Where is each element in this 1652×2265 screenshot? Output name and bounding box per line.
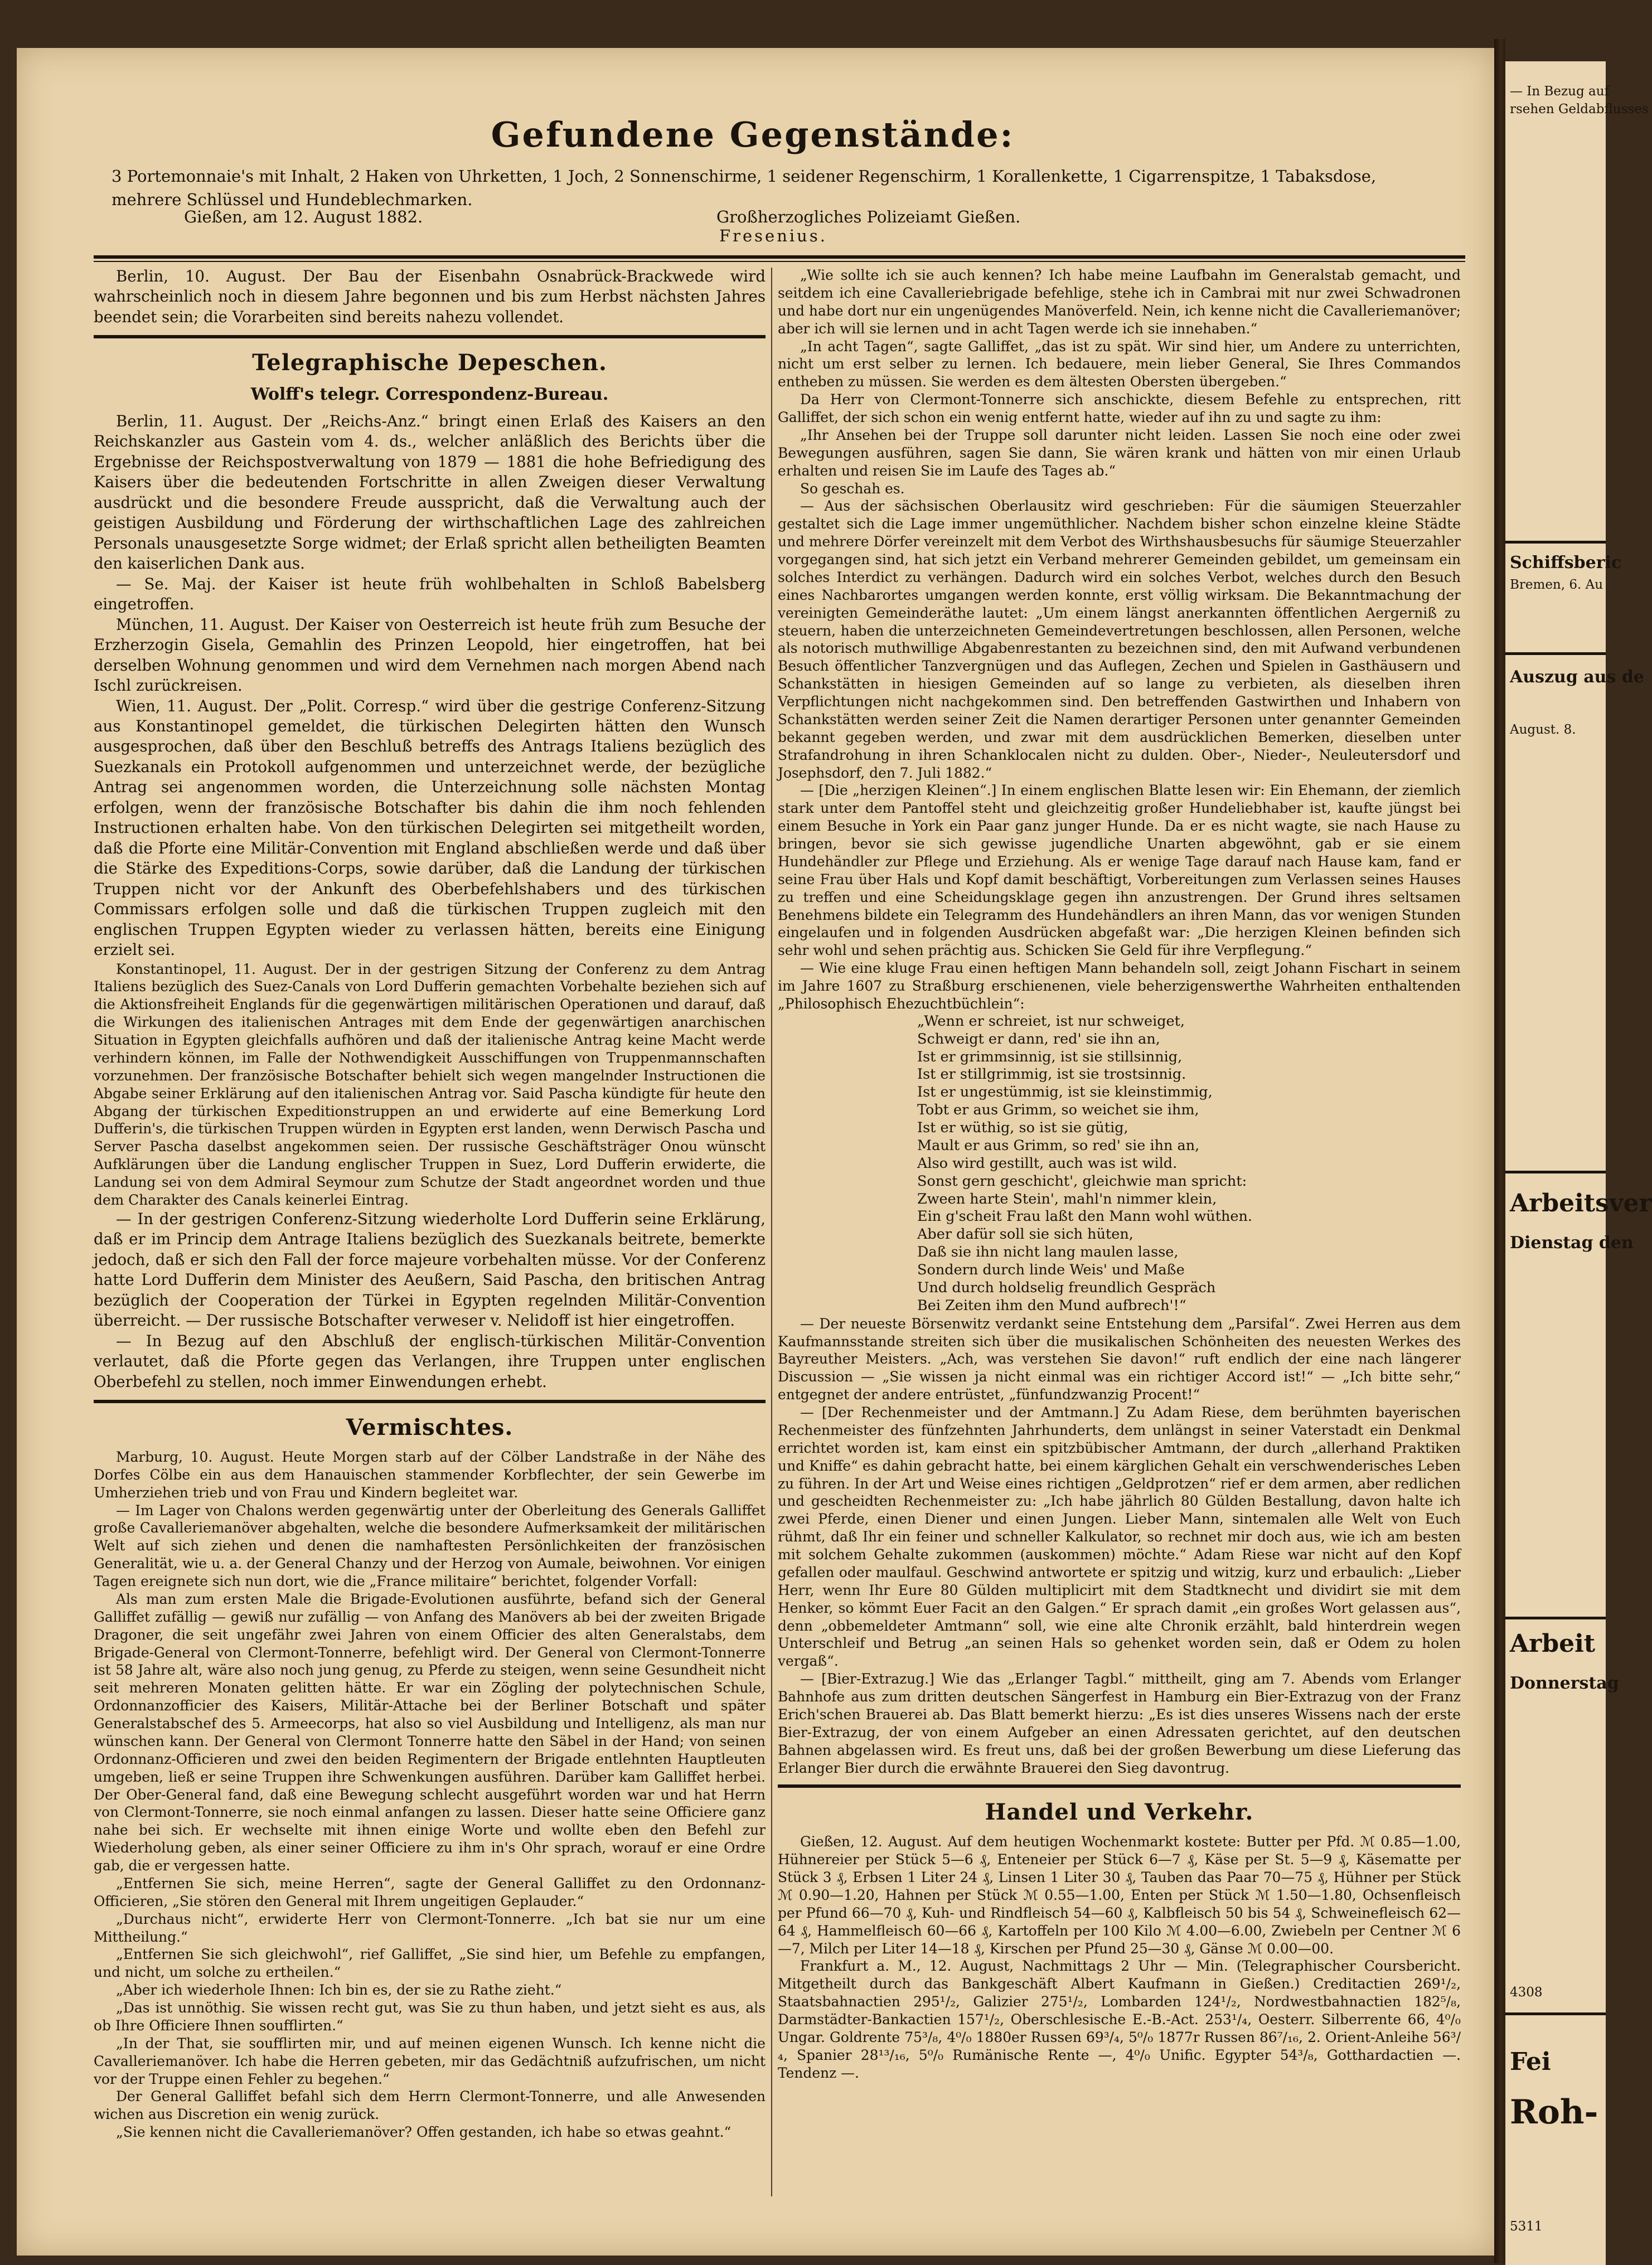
- right-column: [778, 266, 1461, 2195]
- story-paragraph: So geschah es.: [800, 480, 905, 497]
- poem-line: Ist er stillgrimmig, ist sie trostsinnig.: [917, 1066, 1186, 1083]
- story-paragraph: „Ihr Ansehen bei der Truppe soll darunter nicht leiden. Lassen Sie noch eine oder zwei Bewegungen ausführen, sagen Sie dann, Sie wären krank und hätten von mir einen Urlaub erhalten und reisen Sie im Laufe des Tages ab.“: [778, 426, 1461, 479]
- poem-line: Und durch holdselig freundlich Gespräch: [917, 1279, 1216, 1296]
- divider: [1505, 1617, 1606, 1619]
- next-page-text: 4308: [1510, 1985, 1543, 2000]
- divider: [1505, 2012, 1606, 2015]
- next-page-text: — In Bezug auf: [1510, 84, 1610, 99]
- header-rule-thin: [94, 261, 1465, 262]
- article-riese: — [Der Rechenmeister und der Amtmann.] Zu Adam Riese, dem berühmten bayerischen Rechenmeister des fünfzehnten Jahrhunderts, dem unlängst in seiner Vaterstadt ein Denkmal errichtet worden ist, kam einst ein spitzbübischer Amtmann, der durch „allerhand Praktiken und Kniffe“ es dahin gebracht hatte, bei einem kärglichen Gehalt ein verschwenderisches Leben zu führen. In der Art und Weise eines richtigen „Geldprotzen“ rief er dem armen, aber redlichen und gescheidten Rechenmeister zu: „Ich habe jährlich 80 Gülden Bestallung, davon halte ich zwei Pferde, einen Diener und einen Jungen. Lieber Mann, sintemalen alle Welt von Euch rühmt, daß Ihr ein feiner und schneller Kalkulator, so rechnet mir doch aus, wie ich am besten mit solchem Gehalte zukommen (auskommen) möchte.“ Adam Riese war nicht auf den Kopf gefallen oder maulfaul. Geschwind antwortete er spitzig und witzig, kurz und erbaulich: „Lieber Herr, wenn Ihr Eure 80 Gülden multiplicirt mit dem Stadtknecht und dividirt sie mit dem Henker, so kömmt Euer Facit an den Galgen.“ Er sprach damit „ein großes Wort gelassen aus“, denn „obbemeldeter Amtmann“ soll, wie eine alte Chronik erzählt, bald hinterdrein wegen Unterschleif und Betrug „an seinen Hals so gehenket worden sein, daß er Odem zu holen vergaß“.: [778, 1404, 1461, 1670]
- header-rule: [94, 255, 1465, 259]
- notice-title: Gefundene Gegenstände:: [491, 114, 1015, 155]
- article-konferenz: — In der gestrigen Conferenz-Sitzung wiederholte Lord Dufferin seine Erklärung, daß er im Princip dem Antrage Italiens bezüglich des Suezkanals beitrete, bemerkte jedoch, daß er sich den Fall der force majeure vorbehalten müsse. Vor der Conferenz hatte Lord Dufferin dem Minister des Aeußern, Said Pascha, den britischen Antrag bezüglich der Cooperation der Türkei in Egypten regelnden Militär-Convention überreicht. — Der russische Botschafter verweser v. Nelidoff ist hier eingetroffen.: [94, 1209, 766, 1330]
- page-gutter: [1494, 39, 1505, 2263]
- story-paragraph: „In der That, sie soufflirten mir, und auf meinen eigenen Wunsch. Ich kenne nicht die Cavalleriemanöver. Ich habe die Herren gebeten, mir das Gedächtniß aufzufrischen, um nicht vor der Truppe einen Fehler zu begehen.“: [94, 2035, 766, 2087]
- poem-line: Tobt er aus Grimm, so weichet sie ihm,: [917, 1102, 1199, 1119]
- article-konstantinopel: Konstantinopel, 11. August. Der in der gestrigen Sitzung der Conferenz zu dem Antrag Italiens bezüglich des Suez-Canals von Lord Dufferin gemachten Vorbehalte beziehen sich auf die Aktionsfreiheit Englands für die gegenwärtigen militärischen Operationen und darauf, daß die Wirkungen des italienischen Antrages mit dem Ende der gegenwärtigen anarchischen Situation in Egypten gleichfalls aufhören und daß der italienische Antrag keine Macht werde verhindern können, im Falle der Nothwendigkeit Ausschiffungen von Truppenmannschaften vorzunehmen. Der französische Botschafter behielt sich wegen mangelnder Instructionen die Abgabe seiner Erklärung auf den italienischen Antrag vor. Said Pascha kündigte für heute den Abgang der türkischen Expeditionstruppen an und erwiderte auf eine Bemerkung Lord Dufferin's, die türkischen Truppen würden in Egypten erst landen, wenn Derwisch Pascha und Server Pascha daselbst angekommen seien. Der russische Geschäftsträger Onou wünscht Aufklärungen über die Landung englischer Truppen in Suez, Lord Dufferin erwiderte, die Landung sei von dem Admiral Seymour zum Schutze der Stadt angeordnet worden und thue dem Charakter des Canals keinerlei Eintrag.: [94, 961, 766, 1208]
- next-page-text: Bremen, 6. Au: [1510, 578, 1603, 592]
- notice-date: Gießen, am 12. August 1882.: [184, 207, 423, 226]
- next-page-heading: Schiffsberic: [1510, 553, 1622, 573]
- next-page-heading: Donnerstag: [1510, 1674, 1619, 1693]
- column-divider: [771, 268, 772, 2196]
- article-convention: — In Bezug auf den Abschluß der englisch-türkischen Militär-Convention verlautet, daß die Pforte gegen das Verlangen, ihre Truppen unter englischen Oberbefehl zu stellen, noch immer Einwendungen erhebt.: [94, 1331, 766, 1391]
- article-parsifal: — Der neueste Börsenwitz verdankt seine Entstehung dem „Parsifal“. Zwei Herren aus dem Kaufmannsstande streiten sich über die musikalischen Schönheiten des neuesten Werkes des Bayreuther Meisters. „Ach, was verstehen Sie davon!“ ruft endlich der eine nach längerer Discussion — „Sie wissen ja nicht einmal was ein richtiger Accord ist!“ — „Ich bitte sehr,“ entgegnet der andere entrüstet, „fünfundzwanzig Procent!“: [778, 1315, 1461, 1403]
- next-page-text: August. 8.: [1510, 722, 1576, 737]
- story-paragraph: „Entfernen Sie sich gleichwohl“, rief Galliffet, „Sie sind hier, um Befehle zu empfangen, und nicht, um solche zu ertheilen.“: [94, 1946, 766, 1981]
- article-giessen-market: Gießen, 12. August. Auf dem heutigen Wochenmarkt kostete: Butter per Pfd. ℳ 0.85—1.00, Hühnereier per Stück 5—6 ₰, Enteneier per Stück 6—7 ₰, Käse per St. 5—9 ₰, Käsematte per Stück 3 ₰, Erbsen 1 Liter 24 ₰, Linsen 1 Liter 30 ₰, Tauben das Paar 70—75 ₰, Hühner per Stück ℳ 0.90—1.20, Hahnen per Stück ℳ 0.55—1.00, Enten per Stück ℳ 1.50—1.80, Ochsenfleisch per Pfund 66—70 ₰, Kuh- und Rindfleisch 54—60 ₰, Kalbfleisch 50 bis 54 ₰, Schweinefleisch 62—64 ₰, Hammelfleisch 60—66 ₰, Kartoffeln per 100 Kilo ℳ 4.00—6.00, Zwiebeln per Centner ℳ 6—7, Milch per Liter 14—18 ₰, Kirschen per Pfund 25—30 ₰, Gänse ℳ 0.00—00.: [778, 1834, 1461, 1957]
- poem-line: „Wenn er schreiet, ist nur schweiget,: [917, 1012, 1185, 1030]
- next-page-heading: Arbeitsver: [1510, 1189, 1652, 1218]
- story-paragraph: Da Herr von Clermont-Tonnerre sich anschickte, diesem Befehle zu entsprechen, ritt Galliffet, der sich schon ein wenig entfernt hatte, wieder auf ihn zu und sagte zu ihm:: [778, 391, 1461, 425]
- poem-line: Ist er wüthig, so ist sie gütig,: [917, 1119, 1128, 1136]
- next-page-heading: Fei: [1510, 2048, 1551, 2076]
- left-column: [94, 266, 766, 2195]
- poem-line: Ist er grimmsinnig, ist sie stillsinnig,: [917, 1048, 1183, 1065]
- notice-text: 3 Portemonnaie's mit Inhalt, 2 Haken von Uhrketten, 1 Joch, 2 Sonnenschirme, 1 seidener Regenschirm, 1 Korallenkette, 1 Cigarrenspitze, 1 Tabaksdose, mehrere Schlüssel und Hundeblechmarken.: [112, 167, 1377, 210]
- story-paragraph: „Durchaus nicht“, erwiderte Herr von Clermont-Tonnerre. „Ich bat sie nur um eine Mittheilung.“: [94, 1910, 766, 1945]
- article-muenchen: München, 11. August. Der Kaiser von Oesterreich ist heute früh zum Besuche der Erzherzogin Gisela, Gemahlin des Prinzen Leopold, hier eingetroffen, hat bei derselben Wohnung genommen und wird dem Vernehmen nach morgen Abend nach Ischl zurückreisen.: [94, 615, 766, 695]
- divider: [1505, 1171, 1606, 1173]
- poem-line: Daß sie ihn nicht lang maulen lasse,: [917, 1244, 1179, 1261]
- poem-line: Sondern durch linde Weis' und Maße: [917, 1262, 1185, 1278]
- poem-line: Bei Zeiten ihm den Mund aufbrech'!“: [917, 1297, 1186, 1314]
- story-paragraph: „Aber ich wiederhole Ihnen: Ich bin es, der sie zu Rathe zieht.“: [116, 1982, 562, 1999]
- story-paragraph: Als man zum ersten Male die Brigade-Evolutionen ausführte, befand sich der General Galliffet zufällig — gewiß nur zufällig — von Anfang des Manövers ab bei der zweiten Brigade Dragoner, die seit ungefähr zwei Jahren von einem Officier des alten Generalstabs, dem Brigade-General von Clermont-Tonnerre, befehligt wird. Der General von Clermont-Tonnerre ist 58 Jahre alt, wäre also noch jung genug, zu Pferde zu steigen, wenn seine Gesundheit nicht seit mehreren Monaten gelitten hätte. Er war ein Zögling der polytechnischen Schule, Ordonnanzofficier des Kaisers, Militär-Attache bei der Berliner Botschaft und später Generalstabschef des 5. Armeecorps, hat also so viel Ausbildung und Intelligenz, als man nur wünschen kann. Der General von Clermont Tonnerre hatte den Säbel in der Hand; von seinen Ordonnanz-Officieren und zwei den beiden Regimentern der Brigade entlehnten Hauptleuten umgeben, ließ er seine Truppen ihre Schwenkungen ausführen. Darüber kam Galliffet herbei. Der Ober-General fand, daß eine Bewegung schlecht ausgeführt worden war und hat Herrn von Clermont-Tonnerre, sie noch einmal anfangen zu lassen. Dieser hatte seine Officiere ganz nahe bei sich. Er wechselte mit ihnen einige Worte und wollte eben den Befehl zur Wiederholung geben, als einer seiner Officiere zu ihm in's Ohr sprach, worauf er eine Ordre gab, die er vergessen hatte.: [94, 1590, 766, 1874]
- article-babelsberg: — Se. Maj. der Kaiser ist heute früh wohlbehalten in Schloß Babelsberg eingetroffen.: [94, 574, 766, 614]
- divider: [1505, 541, 1606, 544]
- poem-line: Schweigt er dann, red' sie ihn an,: [917, 1030, 1160, 1047]
- next-page-heading: Dienstag den: [1510, 1233, 1634, 1253]
- article-frankfurt-exchange: Frankfurt a. M., 12. August, Nachmittags 2 Uhr — Min. (Telegraphischer Coursbericht. Mitgetheilt durch das Bankgeschäft Albert Kaufmann in Gießen.) Creditactien 269¹/₂, Staatsbahnactien 295¹/₂, Galizier 275¹/₂, Lombarden 124¹/₂, Nordwestbahnactien 182⁵/₈, Darmstädter-Bankactien 157¹/₂, Oberschlesische E.-B.-Act. 253¹/₄, Oesterr. Silberrente 66, 4⁰/₀ Ungar. Goldrente 75³/₈, 4⁰/₀ 1880er Russen 69³/₄, 5⁰/₀ 1877r Russen 86⁷/₁₆, 2. Orient-Anleihe 56³/₄, Spanier 28¹³/₁₆, 5⁰/₀ Rumänische Rente —, 4⁰/₀ Unific. Egypter 54³/₈, Gotthardactien —. Tendenz —.: [778, 1958, 1461, 2081]
- poem-line: Ein g'scheit Frau laßt den Mann wohl wüthen.: [917, 1208, 1252, 1225]
- story-paragraph: „Wie sollte ich sie auch kennen? Ich habe meine Laufbahn im Generalstab gemacht, und seitdem ich eine Cavalleriebrigade befehlige, stehe ich in Cambrai mit nur zwei Schwadronen und habe dort nur ein ungenügendes Manöverfeld. Nein, ich kenne nicht die Cavalleriemanöver; aber ich will sie lernen und in acht Tagen werde ich sie innehaben.“: [778, 267, 1461, 337]
- poem: [778, 1013, 1461, 1315]
- section-subheading-bureau: Wolff's telegr. Correspondenz-Bureau.: [250, 385, 609, 405]
- story-paragraph: „Das ist unnöthig. Sie wissen recht gut, was Sie zu thun haben, und jetzt sieht es aus, als ob Ihre Officiere Ihnen soufflirten.“: [94, 2000, 766, 2034]
- next-page-heading: Arbeit: [1510, 1629, 1596, 1658]
- section-rule: [94, 1400, 766, 1403]
- poem-line: Ist er ungestümmig, ist sie kleinstimmig,: [917, 1084, 1213, 1101]
- article-marburg: Marburg, 10. August. Heute Morgen starb auf der Cölber Landstraße in der Nähe des Dorfes Cölbe ein aus dem Hanauischen stammender Korbflechter, der sein Gewerbe im Umherziehen trieb und von Frau und Kindern begleitet war.: [94, 1448, 766, 1501]
- story-paragraph: Der General Galliffet befahl sich dem Herrn Clermont-Tonnerre, und alle Anwesenden wichen aus Discretion ein wenig zurück.: [94, 2088, 766, 2123]
- divider: [1505, 652, 1606, 655]
- poem-line: Sonst gern geschicht', gleichwie man spricht:: [917, 1172, 1247, 1190]
- notice-signature: Fresenius.: [719, 226, 827, 245]
- poem-line: Aber dafür soll sie sich hüten,: [917, 1226, 1133, 1243]
- next-page-heading: Auszug aus de: [1510, 667, 1644, 687]
- section-rule: [94, 335, 766, 338]
- next-page-text: rsehen Geldabflusses: [1510, 102, 1649, 117]
- poem-line: Zween harte Stein', mahl'n nimmer klein,: [917, 1190, 1217, 1207]
- article-oberlausitz: — Aus der sächsischen Oberlausitz wird geschrieben: Für die säumigen Steuerzahler gestaltet sich die Lage immer ungemüthlicher. Nachdem bisher schon einzelne kleine Städte und mehrere Dörfer vereinzelt mit dem Verbot des Wirthshausbesuchs für säumige Steuerzahler vorgegangen sind, hat sich jetzt ein Verband mehrerer Gemeinden gebildet, um gemeinsam ein solches Interdict zu verhängen. Dadurch wird ein solches Verbot, welches durch den Besuch eines Nachbarortes umgangen werden konnte, erst völlig wirksam. Die Bekanntmachung der vereinigten Gemeinderäthe lautet: „Um einem längst anerkannten öffentlichen Aergerniß zu steuern, haben die unterzeichneten Gemeindevertretungen beschlossen, allen Personen, welche als notorisch muthwillige Abgabenrestanten zu bezeichnen sind, den mit Aufwand verbundenen Besuch öffentlicher Tanzvergnügen und das Auflegen, Zechen und Spielen in Gasthäusern und Schankstätten in hiesigen Gemeinden auf so lange zu verbieten, als dieselben ihren Verpflichtungen nicht nachgekommen sind. Den betreffenden Gastwirthen und Inhabern von Schankstätten werden seiner Zeit die Namen derartiger Personen unter genannter Gemeinden bekannt gegeben werden, und zwar mit dem ausdrücklichen Bemerken, dieselben unter Strafandrohung in ihren Schanklocalen nicht zu dulden. Ober-, Nieder-, Neuleutersdorf und Josephsdorf, den 7. Juli 1882.“: [778, 498, 1461, 781]
- section-heading-telegrams: Telegraphische Depeschen.: [252, 350, 607, 376]
- article-herzige-kleinen: — [Die „herzigen Kleinen“.] In einem englischen Blatte lesen wir: Ein Ehemann, der ziemlich stark unter dem Pantoffel steht und gleichzeitig großer Hundeliebhaber ist, kaufte jüngst bei einem Besuche in York ein Paar ganz junger Hunde. Da er es nicht wagte, sie nach Hause zu bringen, bevor sie sich gewisse jugendliche Unarten abgewöhnt, gab er sie einem Hundehändler zur Pflege und Erziehung. Als er wenige Tage darauf nach Hause kam, fand er seine Frau über Hals und Kopf damit beschäftigt, Vorbereitungen zum Verlassen seines Hauses zu treffen und eine Scheidungsklage gegen ihn anzustrengen. Der Grund ihres seltsamen Benehmens bildete ein Telegramm des Hundehändlers an ihren Mann, das vor wenigen Stunden eingelaufen und in folgenden Ausdrücken abgefaßt war: „Die herzigen Kleinen befinden sich sehr wohl und sehen prächtig aus. Schicken Sie Geld für ihre Verpflegung.“: [778, 782, 1461, 959]
- next-page-text: 5311: [1510, 2219, 1543, 2234]
- poem-line: Also wird gestillt, auch was ist wild.: [917, 1155, 1178, 1172]
- article-fischart: — Wie eine kluge Frau einen heftigen Mann behandeln soll, zeigt Johann Fischart in seinem im Jahre 1607 zu Straßburg erschienenen, viele beherzigenswerthe Wahrheiten enthaltenden „Philosophisch Ehezuchtbüchlein“:: [778, 960, 1461, 1012]
- article-berlin-rail: Berlin, 10. August. Der Bau der Eisenbahn Osnabrück-Brackwede wird wahrscheinlich noch in diesem Jahre begonnen und bis zum Herbst nächsten Jahres beendet sein; die Vorarbeiten sind bereits nahezu vollendet.: [94, 267, 766, 326]
- section-heading-misc: Vermischtes.: [346, 1414, 513, 1441]
- story-paragraph: „In acht Tagen“, sagte Galliffet, „das ist zu spät. Wir sind hier, um Andere zu unterrichten, nicht um erst selber zu lernen. Ich bedauere, mein lieber General, Sie Ihres Commandos entheben zu müssen. Sie werden es dem ältesten Obersten übergeben.“: [778, 338, 1461, 390]
- next-page-heading: Roh-: [1510, 2093, 1598, 2132]
- poem-line: Mault er aus Grimm, so red' sie ihn an,: [917, 1137, 1200, 1154]
- adjacent-page-fragment: [1505, 61, 1652, 2265]
- section-heading-trade: Handel und Verkehr.: [985, 1799, 1254, 1826]
- article-bier: — [Bier-Extrazug.] Wie das „Erlanger Tagbl.“ mittheilt, ging am 7. Abends vom Erlanger Bahnhofe aus zum dritten deutschen Sängerfest in Hamburg ein Bier-Extrazug von der Franz Erich'schen Brauerei ab. Das Blatt bemerkt hierzu: „Es ist dies unseres Wissens nach der erste Bier-Extrazug, der von einem Aufgeber an einen Adressaten gerichtet, auf den deutschen Bahnen abgelassen wird. Es freut uns, daß bei der großen Bewerbung um diese Lieferung das Erlanger Bier durch die erwähnte Brauerei den Sieg davontrug.: [778, 1671, 1461, 1776]
- article-wien: Wien, 11. August. Der „Polit. Corresp.“ wird über die gestrige Conferenz-Sitzung aus Konstantinopel gemeldet, die türkischen Delegirten hätten den Wunsch ausgesprochen, daß über den Beschluß betreffs des Antrags Italiens bezüglich des Suezkanals ein Protokoll aufgenommen und unterzeichnet werde, der bezügliche Antrag sei angenommen worden, die Unterzeichnung solle nächsten Montag erfolgen, wenn der französische Botschafter bis dahin die ihm noch fehlenden Instructionen erhalten habe. Von den türkischen Delegirten sei mitgetheilt worden, daß die Pforte eine Militär-Convention mit England abschließen werde und daß über die Stärke des Expeditions-Corps, sowie darüber, daß die Landung der türkischen Truppen nicht vor der Ankunft des Oberbefehlshabers und des türkischen Commissars erfolgen solle und daß die türkischen Truppen zugleich mit den englischen Truppen Egypten wieder zu verlassen hätten, bereits eine Einigung erzielt sei.: [94, 696, 766, 959]
- story-paragraph: „Sie kennen nicht die Cavalleriemanöver? Offen gestanden, ich habe so etwas geahnt.“: [116, 2124, 731, 2141]
- article-berlin: Berlin, 11. August. Der „Reichs-Anz.“ bringt einen Erlaß des Kaisers an den Reichskanzler aus Gastein vom 4. ds., welcher anläßlich des Berichts über die Ergebnisse der Reichspostverwaltung von 1879 — 1881 die hohe Befriedigung des Kaisers über die bedeutenden Fortschritte in allen Zweigen dieser Verwaltung ausdrückt und die besondere Freude ausspricht, daß die Verwaltung auch der geistigen Ausbildung und Förderung der wirthschaftlichen Lage des zahlreichen Personals unausgesetzte Sorge widmet; der Erlaß spricht allen betheiligten Beamten den kaiserlichen Dank aus.: [94, 411, 766, 573]
- section-rule: [778, 1784, 1461, 1788]
- notice-authority: Großherzogliches Polizeiamt Gießen.: [716, 207, 1021, 226]
- story-paragraph: „Entfernen Sie sich, meine Herren“, sagte der General Galliffet zu den Ordonnanz-Officieren, „Sie stören den General mit Ihrem ungeitigen Geplauder.“: [94, 1875, 766, 1909]
- article-chalons: — Im Lager von Chalons werden gegenwärtig unter der Oberleitung des Generals Galliffet große Cavalleriemanöver abgehalten, welche die besondere Aufmerksamkeit der militärischen Welt auf sich ziehen und denen die namhaftesten Persönlichkeiten der französischen Generalität, wie u. a. der General Chanzy und der Herzog von Aumale, beiwohnen. Vor einigen Tagen ereignete sich nun dort, wie die „France militaire“ berichtet, folgender Vorfall:: [94, 1502, 766, 1590]
